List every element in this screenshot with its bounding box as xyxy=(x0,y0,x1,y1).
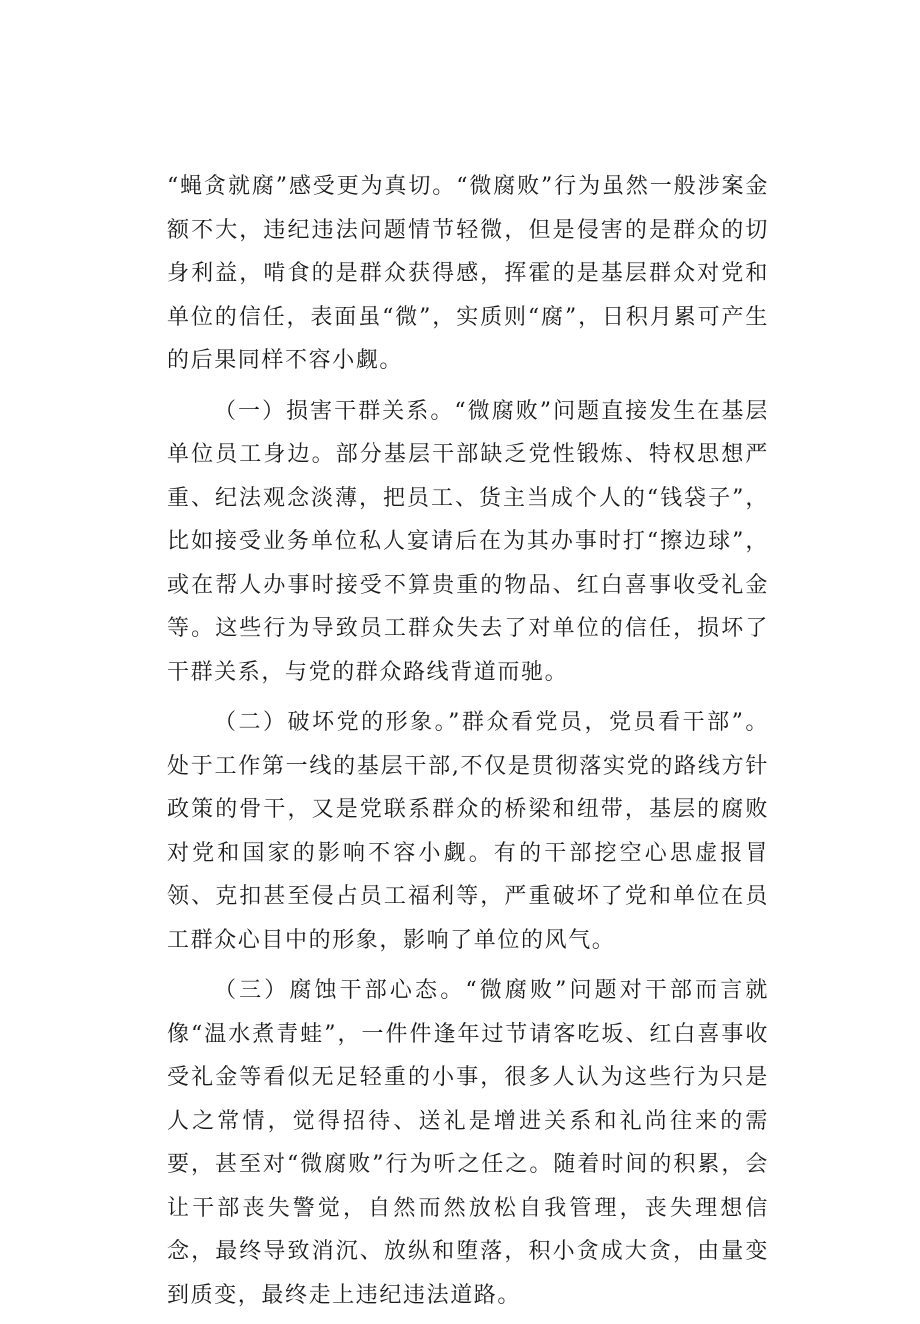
paragraph-intro: “蝇贪就腐”感受更为真切。“微腐败”行为虽然一般涉案金额不大，违纪违法问题情节轻微，但是侵害的是群众的切身利益，啃食的是群众获得感，挥霍的是基层群众对党和单位的信任，表面虽“微”，实质则“腐”，日积月累可产生的后果同样不容小觑。 xyxy=(167,174,769,373)
paragraph-section-one: （一）损害干群关系。“微腐败”问题直接发生在基层单位员工身边。部分基层干部缺乏党性锻炼、特权思想严重、纪法观念淡薄，把员工、货主当成个人的“钱袋子”，比如接受业务单位私人宴请后在为其办事时打“擦边球”，或在帮人办事时接受不算贵重的物品、红白喜事收受礼金等。这些行为导致员工群众失去了对单位的信任，损坏了干群关系，与党的群众路线背道而驰。 xyxy=(167,398,769,685)
document-body xyxy=(167,165,769,1324)
paragraph-section-three: （三）腐蚀干部心态。“微腐败”问题对干部而言就像“温水煮青蛙”，一件件逢年过节请客吃坂、红白喜事收受礼金等看似无足轻重的小事，很多人认为这些行为只是人之常情，觉得招待、送礼是增进关系和礼尚往来的需要，甚至对“微腐败”行为听之任之。随着时间的积累，会让干部丧失警觉，自然而然放松自我管理，丧失理想信念，最终导致消沉、放纵和堕落，积小贪成大贪，由量变到质变，最终走上违纪违法道路。 xyxy=(167,978,769,1308)
paragraph-section-two: （二）破坏党的形象。”群众看党员，党员看干部”。处于工作第一线的基层干部,不仅是贯彻落实党的路线方针政策的骨干，又是党联系群众的桥梁和纽带，基层的腐败对党和国家的影响不容小觑。有的干部挖空心思虚报冒领、克扣甚至侵占员工福利等，严重破坏了党和单位在员工群众心目中的形象，影响了单位的风气。 xyxy=(167,710,769,953)
